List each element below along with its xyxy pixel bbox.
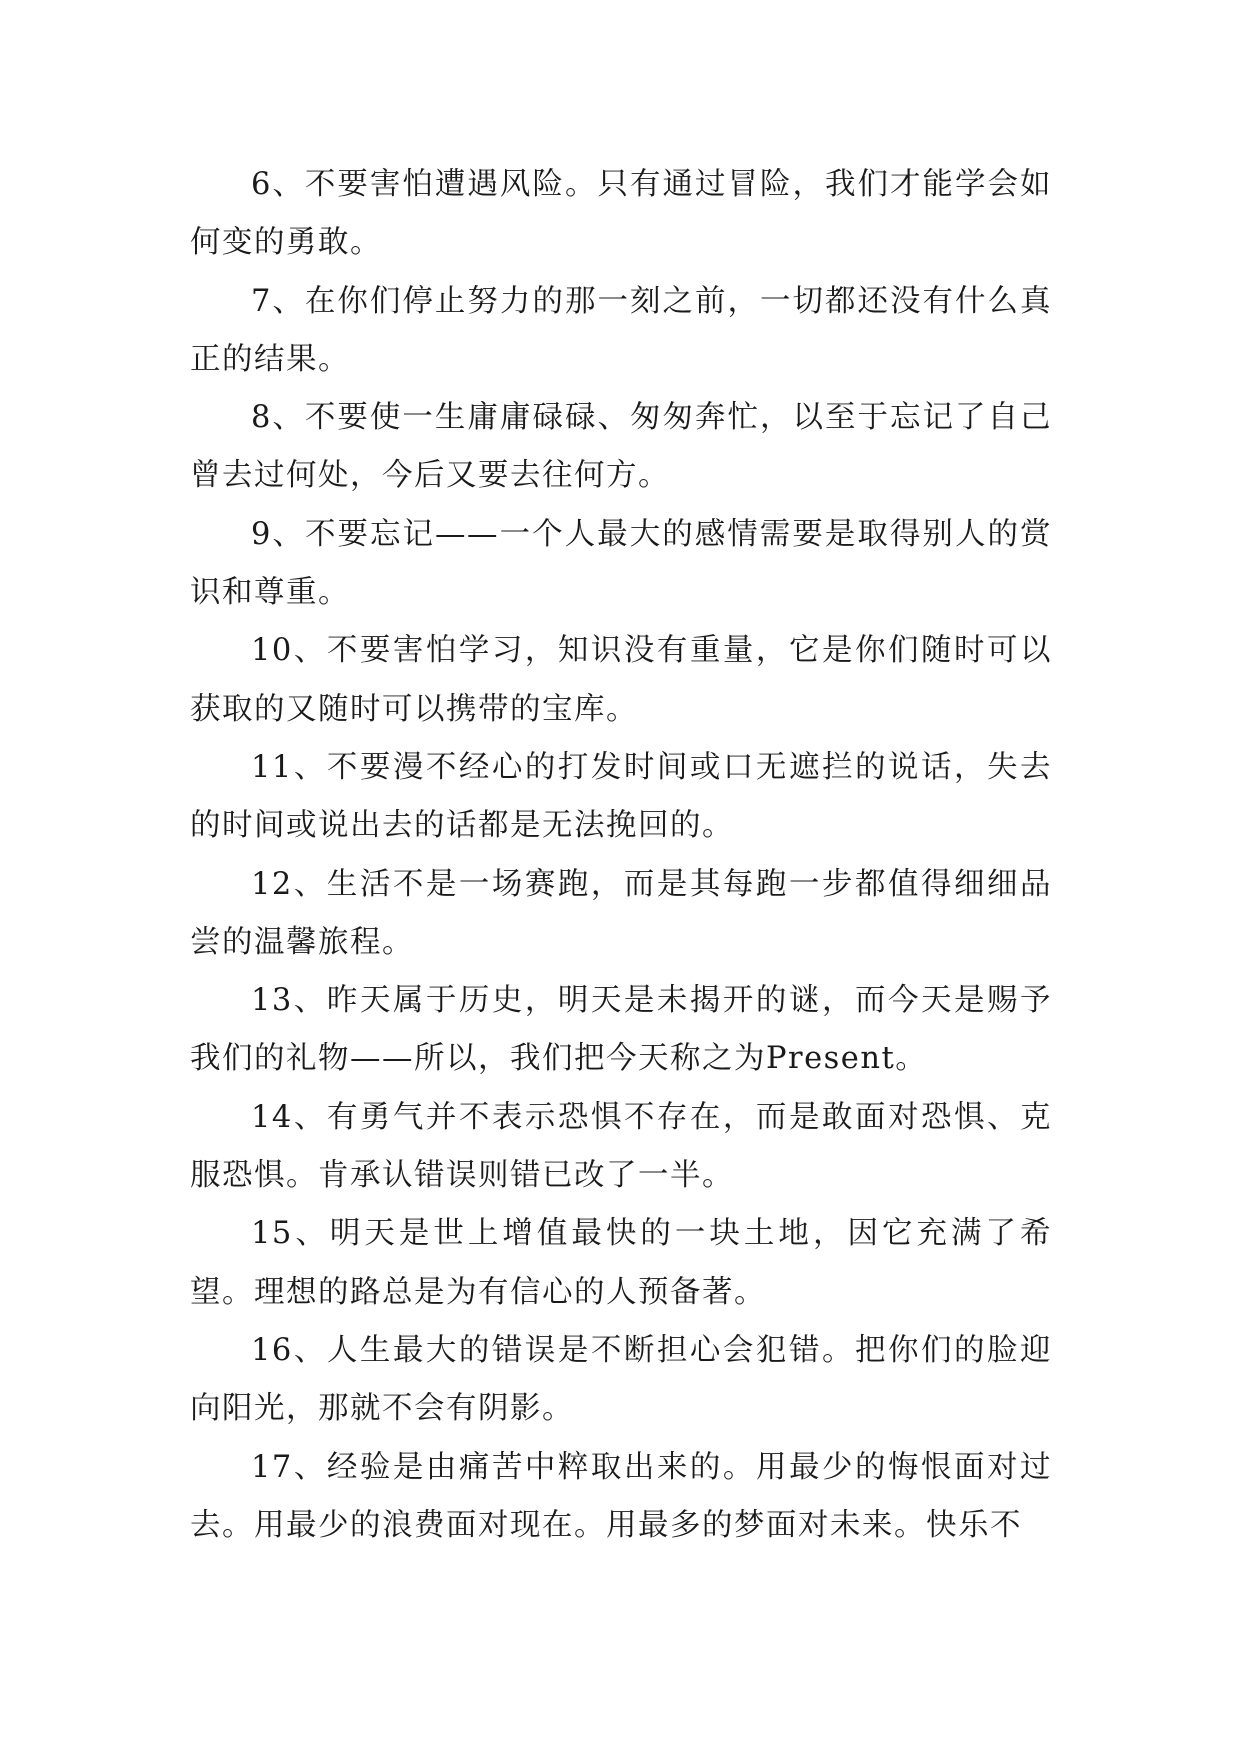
paragraph-8: 8、不要使一生庸庸碌碌、匆匆奔忙，以至于忘记了自己曾去过何处，今后又要去往何方。 [190, 400, 1052, 494]
paragraph-9: 9、不要忘记——一个人最大的感情需要是取得别人的赏识和尊重。 [190, 516, 1052, 611]
paragraph-15: 15、明天是世上增值最快的一块土地，因它充满了希望。理想的路总是为有信心的人预备著。 [190, 1216, 1052, 1310]
paragraph-14: 14、有勇气并不表示恐惧不存在，而是敢面对恐惧、克服恐惧。肯承认错误则错已改了一半。 [190, 1099, 1052, 1194]
paragraph-11: 11、不要漫不经心的打发时间或口无遮拦的说话，失去的时间或说出去的话都是无法挽回的。 [190, 749, 1052, 844]
paragraph-13: 13、昨天属于历史，明天是未揭开的谜，而今天是赐予我们的礼物——所以，我们把今天称之为Present。 [190, 983, 1052, 1077]
paragraph-10: 10、不要害怕学习，知识没有重量，它是你们随时可以获取的又随时可以携带的宝库。 [190, 633, 1052, 727]
document-body [190, 156, 1052, 1555]
paragraph-17: 17、经验是由痛苦中粹取出来的。用最少的悔恨面对过去。用最少的浪费面对现在。用最多的梦面对未来。快乐不 [190, 1449, 1052, 1543]
paragraph-6: 6、不要害怕遭遇风险。只有通过冒险，我们才能学会如何变的勇敢。 [190, 167, 1052, 261]
paragraph-7: 7、在你们停止努力的那一刻之前，一切都还没有什么真正的结果。 [190, 283, 1052, 377]
paragraph-12: 12、生活不是一场赛跑，而是其每跑一步都值得细细品尝的温馨旅程。 [190, 866, 1052, 960]
paragraph-16: 16、人生最大的错误是不断担心会犯错。把你们的脸迎向阳光，那就不会有阴影。 [190, 1332, 1052, 1427]
